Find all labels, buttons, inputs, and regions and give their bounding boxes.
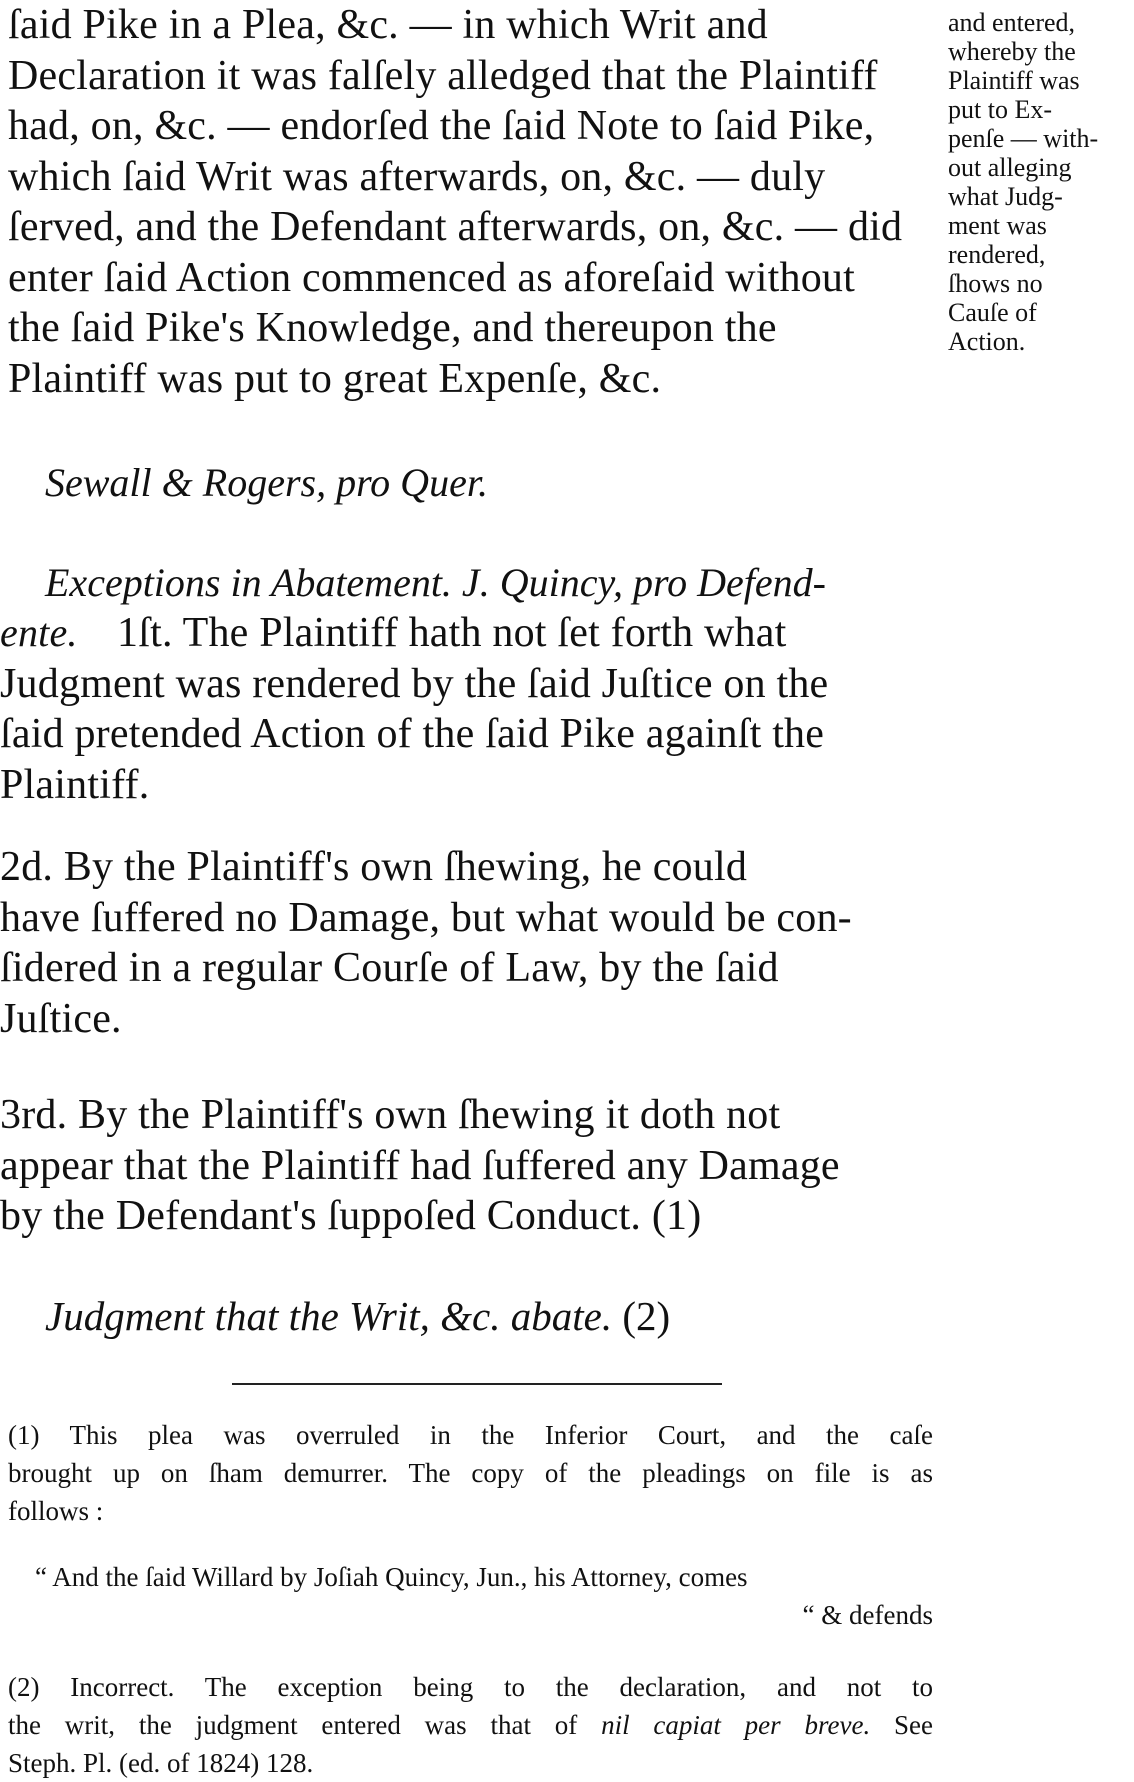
quote-line: “ And the ſaid Willard by Joſiah Quincy, Jun., his Attorney, comes bbox=[35, 1562, 748, 1592]
margin-note-line: penſe — with- bbox=[948, 124, 1099, 153]
footnote-line: (2) Incorrect. The exception being to the declaration, and not to bbox=[8, 1672, 933, 1702]
margin-note-line: ment was bbox=[948, 211, 1047, 240]
footnote-1 bbox=[8, 1416, 933, 1530]
judgment-text: Judgment that the Writ, &c. abate. bbox=[45, 1293, 613, 1339]
text-line: ſidered in a regular Courſe of Law, by the ſaid bbox=[0, 945, 779, 991]
main-paragraph bbox=[8, 0, 933, 404]
margin-note-line: ſhows no bbox=[948, 269, 1043, 298]
text-line: have ſuffered no Damage, but what would be con- bbox=[0, 894, 852, 941]
exceptions-heading: Exceptions in Abatement. J. Quincy, pro Defend- bbox=[45, 560, 826, 605]
footnote-quote bbox=[35, 1558, 933, 1634]
margin-note-line: Cauſe of bbox=[948, 298, 1037, 327]
margin-note-line: Plaintiff was bbox=[948, 66, 1080, 95]
margin-note-line: and entered, bbox=[948, 8, 1076, 37]
exception-first-text: 1ſt. The Plaintiff hath not ſet forth what bbox=[117, 610, 787, 656]
footnote-line-mixed bbox=[8, 1706, 933, 1744]
text-line: 3rd. By the Plaintiff's own ſhewing it doth not bbox=[0, 1092, 781, 1138]
text-line: ſaid pretended Action of the ſaid Pike againſt the bbox=[0, 711, 825, 757]
text-line: Plaintiff was put to great Expenſe, &c. bbox=[8, 355, 662, 402]
footnote-latin-term: nil capiat per breve. bbox=[601, 1710, 871, 1740]
quote-end: “ & defends bbox=[802, 1600, 933, 1630]
text-line: Plaintiff. bbox=[0, 761, 150, 808]
exceptions-section bbox=[0, 558, 925, 810]
footnote-2 bbox=[8, 1668, 933, 1782]
text-line: ſerved, and the Defendant afterwards, on, &c. — did bbox=[8, 204, 903, 250]
exception-first-line bbox=[0, 608, 925, 659]
heading-continuation: ente. bbox=[0, 610, 78, 655]
margin-note-line: out alleging bbox=[948, 153, 1072, 182]
footnote-line: brought up on ſham demurrer. The copy of the pleadings on file is as bbox=[8, 1458, 933, 1488]
text-line: which ſaid Writ was afterwards, on, &c. — duly bbox=[8, 153, 826, 200]
margin-note-line: rendered, bbox=[948, 240, 1046, 269]
text-line: ſaid Pike in a Plea, &c. — in which Writ and bbox=[8, 2, 768, 48]
signature-text: Sewall & Rogers, pro Quer. bbox=[45, 460, 488, 505]
margin-note-line: Action. bbox=[948, 327, 1026, 356]
text-line: had, on, &c. — endorſed the ſaid Note to ſaid Pike, bbox=[8, 103, 875, 149]
footnote-text: See bbox=[894, 1710, 933, 1740]
footnote-divider bbox=[232, 1383, 722, 1385]
exception-second bbox=[0, 842, 925, 1044]
attorney-signature bbox=[45, 458, 488, 508]
footnote-line: (1) This plea was overruled in the Inferior Court, and the caſe bbox=[8, 1420, 933, 1450]
text-line: enter ſaid Action commenced as aforeſaid without bbox=[8, 254, 855, 301]
margin-note bbox=[948, 8, 1130, 356]
text-line: the ſaid Pike's Knowledge, and thereupon the bbox=[8, 305, 777, 351]
footnote-line: follows : bbox=[8, 1496, 104, 1526]
text-line: Juſtice. bbox=[0, 995, 122, 1042]
judgment-line bbox=[45, 1292, 945, 1340]
footnote-line: Steph. Pl. (ed. of 1824) 128. bbox=[8, 1748, 314, 1778]
margin-note-line: whereby the bbox=[948, 37, 1076, 66]
text-line: appear that the Plaintiff had ſuffered any Damage bbox=[0, 1142, 840, 1189]
judgment-footnote-ref: (2) bbox=[622, 1293, 671, 1339]
text-line: Judgment was rendered by the ſaid Juſtice on the bbox=[0, 660, 829, 707]
exception-third bbox=[0, 1090, 925, 1242]
text-line: by the Defendant's ſuppoſed Conduct. (1) bbox=[0, 1193, 702, 1239]
text-line: Declaration it was falſely alledged that the Plaintiff bbox=[8, 52, 878, 99]
margin-note-line: put to Ex- bbox=[948, 95, 1052, 124]
footnote-text: the writ, the judgment entered was that of bbox=[8, 1710, 578, 1740]
text-line: 2d. By the Plaintiff's own ſhewing, he could bbox=[0, 844, 748, 890]
margin-note-line: what Judg- bbox=[948, 182, 1063, 211]
